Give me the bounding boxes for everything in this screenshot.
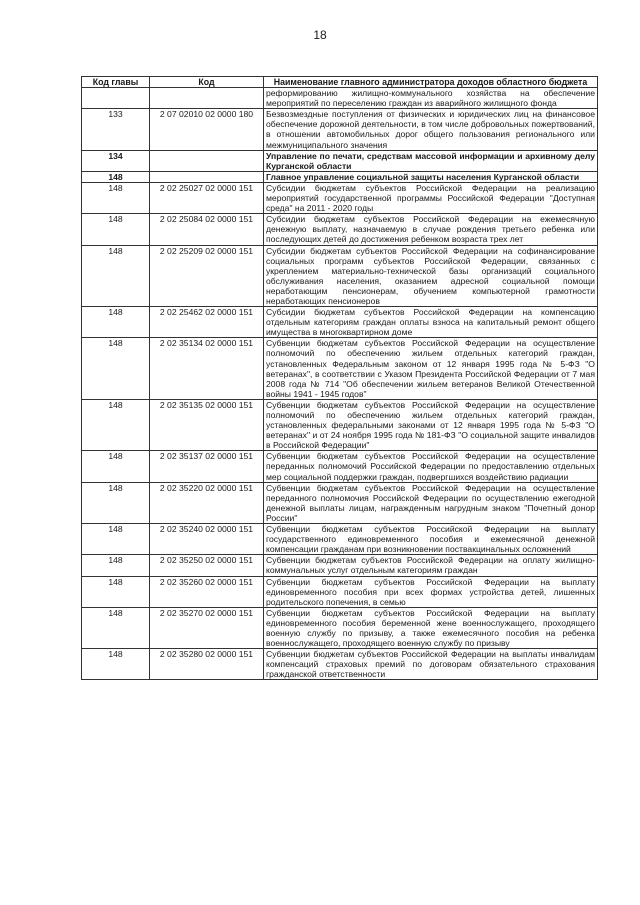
table-row [82, 399, 598, 450]
row-name: Субвенции бюджетам субъектов Российской Федерации на выплаты инвалидам компенсаций страховых премий по договорам обязательного страхования гражданской ответственности [264, 649, 598, 680]
table-row [82, 555, 598, 576]
row-code: 2 02 35135 02 0000 151 [150, 399, 264, 450]
row-code: 2 02 25084 02 0000 151 [150, 214, 264, 245]
row-head-code: 148 [82, 482, 150, 523]
table-row [82, 307, 598, 338]
row-head-code: 133 [82, 109, 150, 150]
row-name: Субсидии бюджетам субъектов Российской Федерации на софинансирование социальных программ субъектов Российской Федерации, связанных с укреплением материально-технической базы организаций социального обслуживания населения, оказанием адресной социальной помощи неработающим пенсионерам, обучением компьютерной грамотности неработающих пенсионеров [264, 245, 598, 307]
row-name: Субсидии бюджетам субъектов Российской Федерации на компенсацию отдельным категориям граждан оплаты взноса на капитальный ремонт общего имущества в многоквартирном доме [264, 307, 598, 338]
row-name: Субвенции бюджетам субъектов Российской Федерации на осуществление полномочий по обеспечению жильем отдельных категорий граждан, установленных Федеральным законом от 12 января 1995 года № 5-ФЗ "О ветеранах", в соответствии с Указом Президента Российской Федерации от 7 мая 2008 года № 714 "Об обеспечении жильем ветеранов Великой Отечественной войны 1941 - 1945 годов" [264, 338, 598, 400]
header-name: Наименование главного администратора доходов областного бюджета [264, 77, 598, 88]
row-code [150, 171, 264, 182]
row-name: Субвенции бюджетам субъектов Российской Федерации на осуществление переданных полномочий Российской Федерации по предоставлению отдельных мер социальной поддержки граждан, подвергшихся воздействию радиации [264, 451, 598, 482]
row-name: Субвенции бюджетам субъектов Российской Федерации на выплату государственного единовременного пособия и ежемесячной денежной компенсации гражданам при возникновении поствакцинальных осложнений [264, 524, 598, 555]
table-body [82, 88, 598, 680]
header-head-code: Код главы [82, 77, 150, 88]
row-code [150, 150, 264, 171]
row-name: Безвозмездные поступления от физических и юридических лиц на финансовое обеспечение дорожной деятельности, в том числе добровольных пожертвований, в отношении автомобильных дорог общего пользования регионального или межмуниципального значения [264, 109, 598, 150]
row-name: Субсидии бюджетам субъектов Российской Федерации на реализацию мероприятий государственной программы Российской Федерации "Доступная среда" на 2011 - 2020 годы [264, 182, 598, 213]
row-head-code: 148 [82, 576, 150, 607]
row-head-code: 148 [82, 338, 150, 400]
row-head-code: 148 [82, 555, 150, 576]
row-code: 2 02 25209 02 0000 151 [150, 245, 264, 307]
row-code: 2 02 35260 02 0000 151 [150, 576, 264, 607]
row-name: Субвенции бюджетам субъектов Российской Федерации на оплату жилищно-коммунальных услуг отдельным категориям граждан [264, 555, 598, 576]
table-row [82, 607, 598, 648]
row-code: 2 02 25027 02 0000 151 [150, 182, 264, 213]
row-head-code: 148 [82, 171, 150, 182]
row-code: 2 02 25462 02 0000 151 [150, 307, 264, 338]
table-row [82, 214, 598, 245]
row-name: Субвенции бюджетам субъектов Российской Федерации на выплату единовременного пособия беременной жене военнослужащего, проходящего военную службу по призыву, а также ежемесячного пособия на ребенка военнослужащего, проходящего военную службу по призыву [264, 607, 598, 648]
table-row [82, 245, 598, 307]
row-code: 2 02 35270 02 0000 151 [150, 607, 264, 648]
table-row [82, 524, 598, 555]
header-code: Код [150, 77, 264, 88]
row-code: 2 02 35220 02 0000 151 [150, 482, 264, 523]
table-row [82, 88, 598, 109]
row-name: Субвенции бюджетам субъектов Российской Федерации на осуществление переданного полномочия Российской Федерации по осуществлению ежегодной денежной выплаты лицам, награжденным нагрудным знаком "Почетный донор России" [264, 482, 598, 523]
row-head-code: 134 [82, 150, 150, 171]
row-head-code: 148 [82, 307, 150, 338]
row-code: 2 02 35250 02 0000 151 [150, 555, 264, 576]
table-row [82, 182, 598, 213]
table-row [82, 451, 598, 482]
row-head-code: 148 [82, 649, 150, 680]
row-head-code [82, 88, 150, 109]
row-name: Главное управление социальной защиты населения Курганской области [264, 171, 598, 182]
row-code: 2 02 35280 02 0000 151 [150, 649, 264, 680]
row-code: 2 02 35134 02 0000 151 [150, 338, 264, 400]
row-name: Субвенции бюджетам субъектов Российской Федерации на осуществление полномочий по обеспечению жильем отдельных категорий граждан, установленных федеральными законами от 12 января 1995 года № 5-ФЗ "О ветеранах" и от 24 ноября 1995 года № 181-ФЗ "О социальной защите инвалидов в Российской Федерации" [264, 399, 598, 450]
row-code [150, 88, 264, 109]
table-row [82, 109, 598, 150]
row-head-code: 148 [82, 214, 150, 245]
table-row [82, 338, 598, 400]
row-head-code: 148 [82, 245, 150, 307]
row-code: 2 02 35137 02 0000 151 [150, 451, 264, 482]
row-head-code: 148 [82, 182, 150, 213]
table-row [82, 150, 598, 171]
row-name: Управление по печати, средствам массовой информации и архивному делу Курганской области [264, 150, 598, 171]
row-head-code: 148 [82, 399, 150, 450]
row-head-code: 148 [82, 451, 150, 482]
row-code: 2 02 35240 02 0000 151 [150, 524, 264, 555]
table-header-row [82, 77, 598, 88]
table-row [82, 576, 598, 607]
page-number: 18 [313, 28, 327, 42]
row-head-code: 148 [82, 607, 150, 648]
revenue-administrators-table [81, 76, 598, 680]
row-name: Субсидии бюджетам субъектов Российской Федерации на ежемесячную денежную выплату, назначаемую в случае рождения третьего ребенка или последующих детей до достижения ребенком возраста трех лет [264, 214, 598, 245]
row-head-code: 148 [82, 524, 150, 555]
row-code: 2 07 02010 02 0000 180 [150, 109, 264, 150]
table-row [82, 649, 598, 680]
row-name: Субвенции бюджетам субъектов Российской Федерации на выплату единовременного пособия при всех формах устройства детей, лишенных родительского попечения, в семью [264, 576, 598, 607]
table-row [82, 171, 598, 182]
row-name: реформированию жилищно-коммунального хозяйства на обеспечение мероприятий по переселению граждан из аварийного жилищного фонда [264, 88, 598, 109]
table-row [82, 482, 598, 523]
